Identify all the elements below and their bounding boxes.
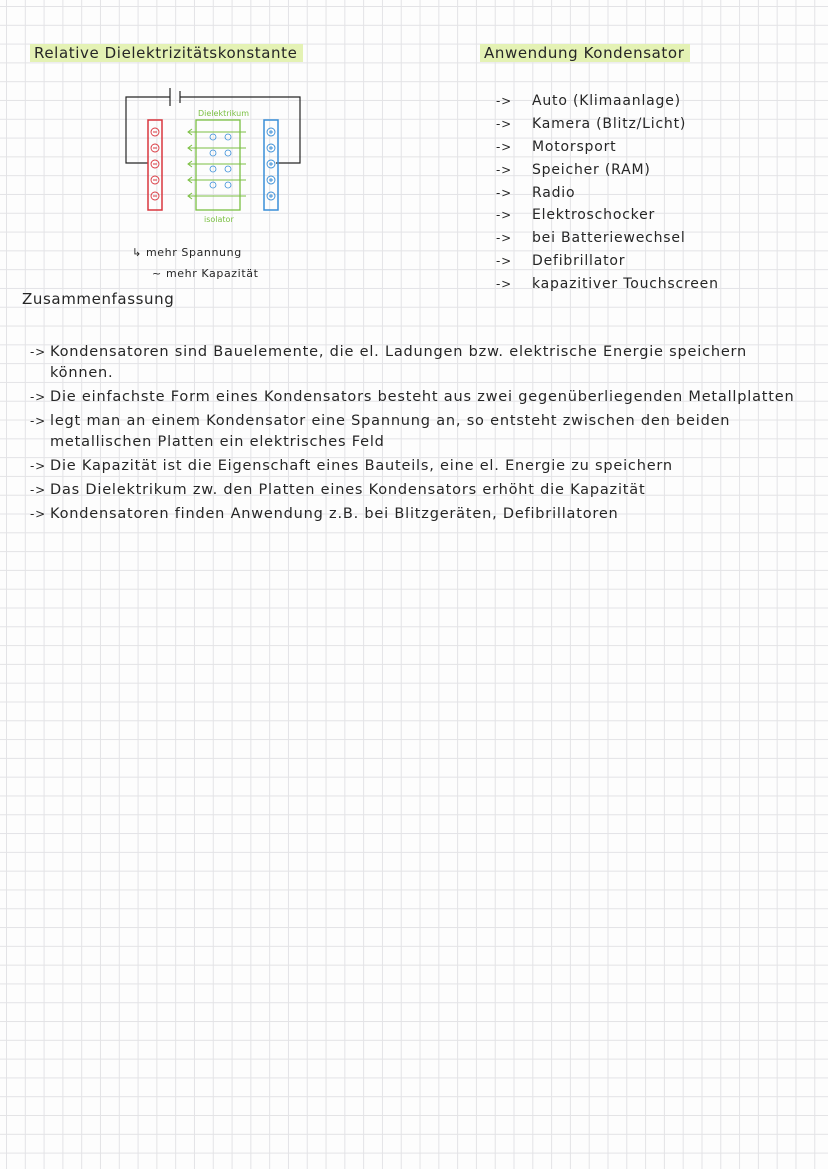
application-text: kapazitiver Touchscreen	[532, 275, 719, 292]
application-text: Motorsport	[532, 138, 617, 155]
right-title: Anwendung Kondensator	[480, 44, 690, 62]
application-text: bei Batteriewechsel	[532, 230, 686, 247]
list-item	[496, 204, 719, 227]
arrow-icon: ->	[30, 459, 46, 473]
arrow-icon: ->	[30, 414, 46, 428]
application-text: Kamera (Blitz/Licht)	[532, 116, 687, 133]
list-item	[496, 113, 719, 136]
negative-charges	[151, 128, 159, 200]
list-item	[30, 387, 800, 408]
arrow-icon: ->	[496, 231, 512, 246]
diagram-note-1	[132, 246, 242, 259]
list-item	[496, 181, 719, 204]
list-item	[496, 272, 719, 295]
summary-text: Die Kapazität ist die Eigenschaft eines Bauteils, eine el. Energie zu speichern	[50, 458, 673, 474]
arrow-icon: ->	[496, 162, 512, 177]
summary-title: Zusammenfassung	[22, 290, 175, 308]
note-1-text: mehr Spannung	[145, 246, 242, 259]
positive-charges	[267, 128, 275, 200]
summary-text: legt man an einem Kondensator eine Spannung an, so entsteht zwischen den beiden metallischen Platten ein elektrisches Feld	[50, 413, 731, 450]
summary-list	[30, 342, 800, 528]
circuit-wire	[126, 88, 300, 163]
left-title: Relative Dielektrizitätskonstante	[30, 44, 303, 62]
application-text: Speicher (RAM)	[532, 161, 651, 178]
list-item	[496, 136, 719, 159]
application-text: Elektroschocker	[532, 207, 656, 224]
arrow-icon: ->	[496, 94, 512, 109]
list-item	[30, 504, 800, 525]
summary-text: Die einfachste Form eines Kondensators besteht aus zwei gegenüberliegenden Metallplatten	[50, 389, 795, 405]
note-2-text: mehr Kapazität	[165, 267, 259, 280]
dielectric-label: Dielektrikum	[198, 109, 249, 118]
list-item	[496, 250, 719, 273]
arrow-icon: ->	[496, 253, 512, 268]
summary-text: Kondensatoren finden Anwendung z.B. bei Blitzgeräten, Defibrillatoren	[50, 506, 619, 522]
list-item	[30, 411, 800, 453]
arrow-icon: ->	[30, 483, 46, 497]
list-item	[30, 342, 800, 384]
arrow-icon: ->	[496, 185, 512, 200]
list-item	[496, 90, 719, 113]
arrow-icon: ->	[30, 507, 46, 521]
list-item	[30, 480, 800, 501]
arrow-icon: ->	[496, 117, 512, 132]
diagram-note-2	[152, 267, 259, 280]
application-text: Radio	[532, 184, 576, 201]
arrow-icon: ->	[30, 390, 46, 404]
field-lines	[188, 129, 246, 199]
arrow-icon: ->	[496, 276, 512, 291]
list-item	[496, 227, 719, 250]
summary-text: Das Dielektrikum zw. den Platten eines Kondensators erhöht die Kapazität	[50, 482, 646, 498]
application-text: Defibrillator	[532, 252, 626, 269]
summary-text: Kondensatoren sind Bauelemente, die el. Ladungen bzw. elektrische Energie speichern können.	[50, 344, 748, 381]
list-item	[30, 456, 800, 477]
note-1-prefix: ↳	[132, 246, 142, 259]
list-item	[496, 158, 719, 181]
negative-plate	[148, 120, 162, 210]
note-2-prefix: ~	[152, 267, 162, 280]
application-text: Auto (Klimaanlage)	[532, 93, 681, 110]
applications-list	[496, 90, 719, 295]
arrow-icon: ->	[496, 139, 512, 154]
arrow-icon: ->	[496, 208, 512, 223]
capacitor-diagram	[118, 80, 318, 230]
insulator-label: isolator	[204, 215, 234, 224]
arrow-icon: ->	[30, 345, 46, 359]
